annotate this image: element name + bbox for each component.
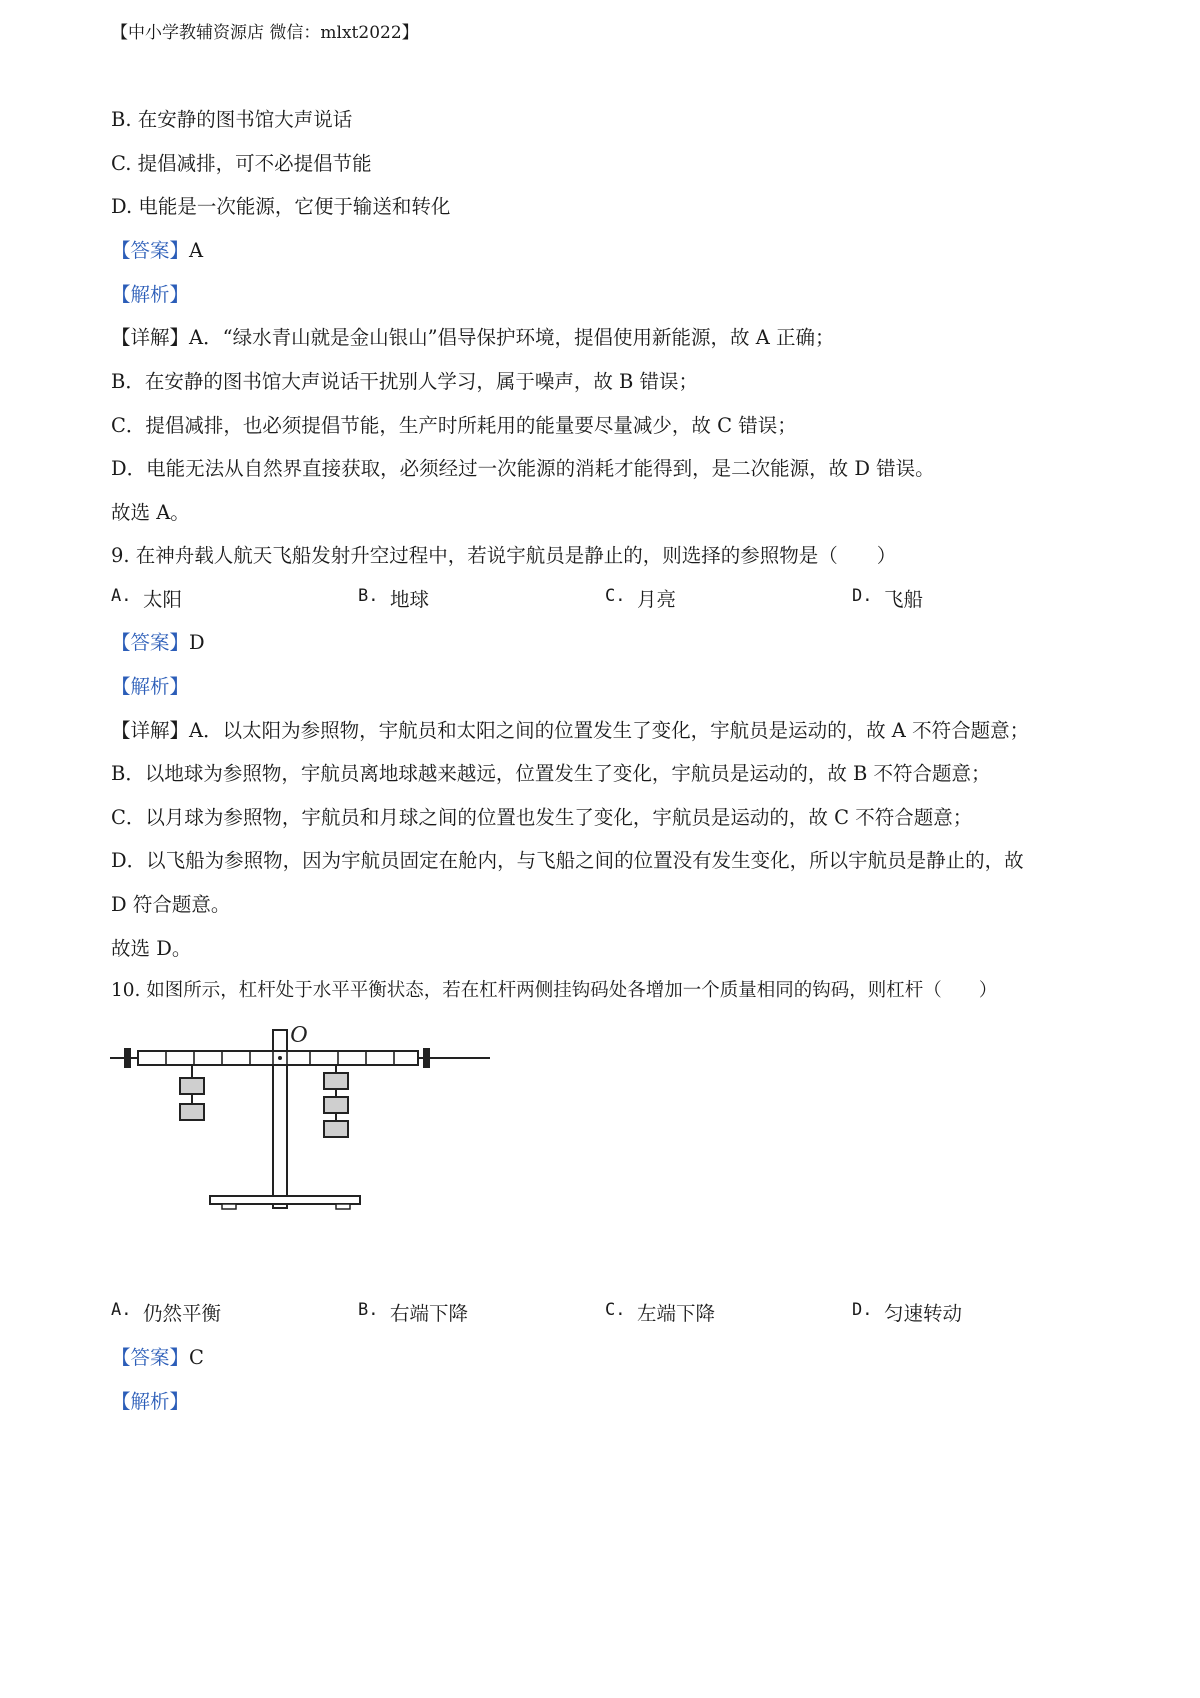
q9-detail-d-line2: D 符合题意。 bbox=[111, 893, 231, 916]
q8-option-c: C. 提倡减排，可不必提倡节能 bbox=[111, 152, 372, 175]
q10-option-d-text: 匀速转动 bbox=[884, 1302, 963, 1325]
pivot-label: O bbox=[290, 1022, 308, 1048]
q9-stem: 9. 在神舟载人航天飞船发射升空过程中，若说宇航员是静止的，则选择的参照物是（ ） bbox=[111, 544, 897, 567]
q8-conclusion: 故选 A。 bbox=[111, 501, 190, 524]
q9-answer bbox=[111, 627, 205, 655]
q9-option-c-text: 月亮 bbox=[637, 588, 677, 611]
q9-option-c-letter: C. bbox=[605, 586, 626, 606]
q10-stem: 10. 如图所示，杠杆处于水平平衡状态，若在杠杆两侧挂钩码处各增加一个质量相同的钩码，则杠杆（ ） bbox=[111, 980, 998, 1001]
answer-value: D bbox=[189, 631, 205, 654]
q9-option-a-letter: A. bbox=[111, 586, 132, 606]
q9-option-d-letter: D. bbox=[852, 586, 873, 606]
q10-option-c-letter: C. bbox=[605, 1300, 626, 1320]
q9-detail-c: C．以月球为参照物，宇航员和月球之间的位置也发生了变化，宇航员是运动的，故 C 不符合题意； bbox=[111, 806, 973, 829]
right-weights bbox=[324, 1065, 348, 1137]
q10-options bbox=[111, 1298, 1111, 1324]
left-weights bbox=[180, 1065, 204, 1120]
q9-option-b-text: 地球 bbox=[390, 588, 430, 611]
q10-option-c-text: 左端下降 bbox=[637, 1302, 716, 1325]
q8-detail-b: B．在安静的图书馆大声说话干扰别人学习，属于噪声，故 B 错误； bbox=[111, 370, 699, 393]
q9-option-a-text: 太阳 bbox=[143, 588, 183, 611]
q9-option-b-letter: B. bbox=[358, 586, 379, 606]
pivot-point bbox=[278, 1056, 282, 1060]
detail-tag: 【详解】 bbox=[111, 719, 190, 742]
q9-detail-a bbox=[111, 715, 1029, 743]
answer-tag: 【答案】 bbox=[111, 631, 190, 654]
q10-option-b-letter: B. bbox=[358, 1300, 379, 1320]
page-header: 【中小学教辅资源店 微信：mlxt2022】 bbox=[111, 23, 419, 43]
q10-option-a-text: 仍然平衡 bbox=[143, 1302, 222, 1325]
q10-option-a-letter: A. bbox=[111, 1300, 132, 1320]
lever-figure bbox=[110, 1020, 490, 1220]
stand-base bbox=[210, 1196, 360, 1204]
q9-analysis-tag: 【解析】 bbox=[111, 675, 190, 698]
answer-tag: 【答案】 bbox=[111, 1346, 190, 1369]
q8-detail-c: C．提倡减排，也必须提倡节能，生产时所耗用的能量要尽量减少，故 C 错误； bbox=[111, 414, 797, 437]
answer-value: A bbox=[189, 239, 204, 262]
detail-tag: 【详解】 bbox=[111, 326, 190, 349]
detail-text: A．“绿水青山就是金山银山”倡导保护环境，提倡使用新能源，故 A 正确； bbox=[189, 326, 835, 349]
answer-tag: 【答案】 bbox=[111, 239, 190, 262]
q8-answer bbox=[111, 235, 203, 263]
q9-detail-b: B．以地球为参照物，宇航员离地球越来越远，位置发生了变化，宇航员是运动的，故 B 不符合题意； bbox=[111, 762, 991, 785]
q10-option-b-text: 右端下降 bbox=[390, 1302, 469, 1325]
q10-option-d-letter: D. bbox=[852, 1300, 873, 1320]
detail-text: A．以太阳为参照物，宇航员和太阳之间的位置发生了变化，宇航员是运动的，故 A 不符合题意； bbox=[189, 719, 1030, 742]
answer-value: C bbox=[189, 1346, 204, 1369]
q8-detail-d: D．电能无法从自然界直接获取，必须经过一次能源的消耗才能得到，是二次能源，故 D 错误。 bbox=[111, 457, 935, 480]
q8-detail-a bbox=[111, 322, 835, 350]
q10-answer bbox=[111, 1342, 204, 1370]
q9-conclusion: 故选 D。 bbox=[111, 937, 192, 960]
q10-analysis-tag: 【解析】 bbox=[111, 1390, 190, 1413]
q9-detail-d-line1: D．以飞船为参照物，因为宇航员固定在舱内，与飞船之间的位置没有发生变化，所以宇航员是静止的，故 bbox=[111, 849, 1024, 872]
q9-options bbox=[111, 584, 1111, 610]
q9-option-d-text: 飞船 bbox=[884, 588, 924, 611]
q8-option-d: D. 电能是一次能源，它便于输送和转化 bbox=[111, 195, 451, 218]
q8-analysis-tag: 【解析】 bbox=[111, 283, 190, 306]
right-balance-nut bbox=[423, 1048, 430, 1068]
left-balance-nut bbox=[124, 1048, 131, 1068]
q8-option-b: B. 在安静的图书馆大声说话 bbox=[111, 108, 353, 131]
